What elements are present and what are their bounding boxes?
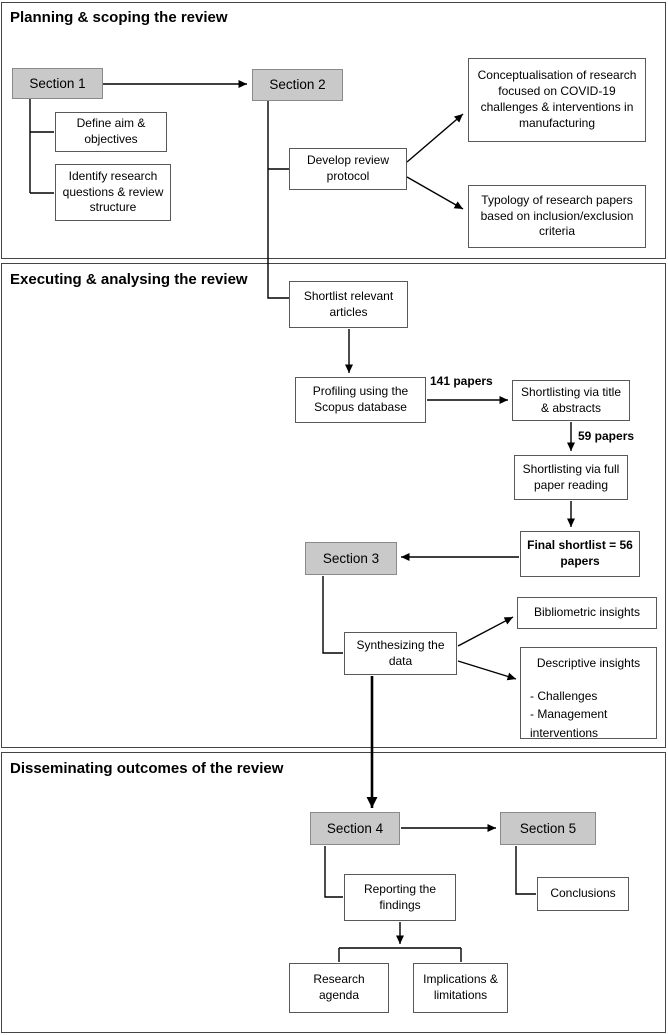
- node-bibliometric-insights: Bibliometric insights: [517, 597, 657, 629]
- connector-section5-to-conclusions: [516, 846, 536, 894]
- node-shortlist-articles: Shortlist relevant articles: [289, 281, 408, 328]
- node-section5: Section 5: [500, 812, 596, 845]
- node-shortlisting-full-reading: Shortlisting via full paper reading: [514, 455, 628, 500]
- edge-label-59-papers: 59 papers: [578, 429, 635, 443]
- descriptive-insights-item-challenges: - Challenges: [530, 688, 598, 703]
- node-conceptualisation: Conceptualisation of research focused on COVID-19 challenges & interventions in manufacturing: [468, 58, 646, 142]
- node-section1: Section 1: [12, 68, 103, 99]
- node-develop-protocol: Develop review protocol: [289, 148, 407, 190]
- connector-section4-to-reporting: [325, 846, 343, 897]
- node-conclusions: Conclusions: [537, 877, 629, 911]
- node-descriptive-insights: [520, 647, 657, 739]
- panel-executing-title: Executing & analysing the review: [10, 271, 248, 288]
- node-section3: Section 3: [305, 542, 397, 575]
- node-synthesizing-data: Synthesizing the data: [344, 632, 457, 675]
- connector-split-to-agenda-and-implications: [339, 948, 461, 962]
- node-final-shortlist: Final shortlist = 56 papers: [520, 531, 640, 577]
- panel-disseminating-title: Disseminating outcomes of the review: [10, 760, 284, 777]
- edge-label-141-papers: 141 papers: [430, 374, 493, 388]
- arrow-synthesizing-to-descriptive: [458, 661, 516, 679]
- node-implications-limitations: Implications & limitations: [413, 963, 508, 1013]
- connector-section3-to-synthesizing: [323, 576, 343, 653]
- descriptive-insights-item-interventions: - Management interventions: [530, 707, 608, 741]
- arrow-protocol-to-conceptualisation: [407, 114, 463, 162]
- node-define-aim: Define aim & objectives: [55, 112, 167, 152]
- connector-section1-to-children: [30, 99, 54, 193]
- node-typology: Typology of research papers based on inclusion/exclusion criteria: [468, 185, 646, 248]
- node-profiling-scopus: Profiling using the Scopus database: [295, 377, 426, 423]
- node-shortlisting-title-abstracts: Shortlisting via title & abstracts: [512, 380, 630, 421]
- node-identify-questions: Identify research questions & review structure: [55, 164, 171, 221]
- node-research-agenda: Research agenda: [289, 963, 389, 1013]
- panel-planning-title: Planning & scoping the review: [10, 9, 228, 26]
- descriptive-insights-title: Descriptive insights: [536, 656, 641, 670]
- arrow-synthesizing-to-bibliometric: [458, 617, 513, 646]
- connector-section2-to-protocol-and-shortlist: [268, 101, 289, 298]
- arrow-protocol-to-typology: [407, 177, 463, 209]
- node-section4: Section 4: [310, 812, 400, 845]
- node-reporting-findings: Reporting the findings: [344, 874, 456, 921]
- node-section2: Section 2: [252, 69, 343, 101]
